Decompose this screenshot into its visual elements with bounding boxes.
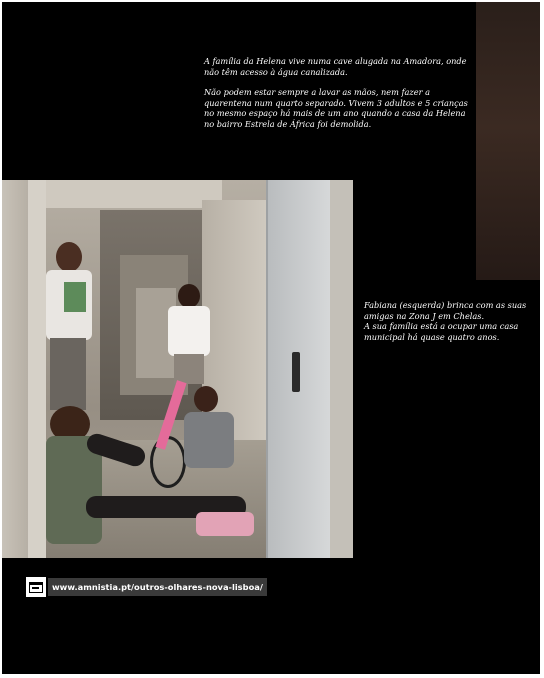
- caption-side-line-2: A sua família está a ocupar uma casa municipal há quase quatro anos.: [364, 321, 519, 342]
- source-link[interactable]: [26, 577, 267, 597]
- source-link-url[interactable]: www.amnistia.pt/outros-olhares-nova-lisboa/: [48, 578, 267, 596]
- caption-side-line-1: Fabiana (esquerda) brinca com as suas amigas na Zona J em Chelas.: [364, 300, 527, 321]
- photo-right-doorframe: [330, 180, 353, 558]
- photo-left-doorframe: [28, 180, 46, 558]
- caption-top-paragraph-1: A família da Helena vive numa cave alugada na Amadora, onde não têm acesso à água canalizada.: [204, 56, 467, 77]
- cropped-photo-top-right: [476, 2, 540, 280]
- door-handle-icon: [292, 352, 300, 392]
- photo-seated-girl: [46, 406, 256, 556]
- photo-standing-girl: [46, 242, 92, 410]
- caption-side: [364, 300, 539, 342]
- caption-top: [204, 56, 468, 139]
- corridor-photo: [2, 180, 353, 558]
- document-page: [2, 2, 540, 674]
- caption-top-paragraph-2: Não podem estar sempre a lavar as mãos, nem fazer a quarentena num quarto separado. Vivem 3 adultos e 5 crianças no mesmo espaço há mais de um ano quando a casa da Helena no bairro Estrela de África foi demolida.: [204, 87, 468, 129]
- photo-girl-in-background: [164, 284, 214, 384]
- photo-ceiling: [46, 180, 222, 208]
- browser-window-icon: [26, 577, 46, 597]
